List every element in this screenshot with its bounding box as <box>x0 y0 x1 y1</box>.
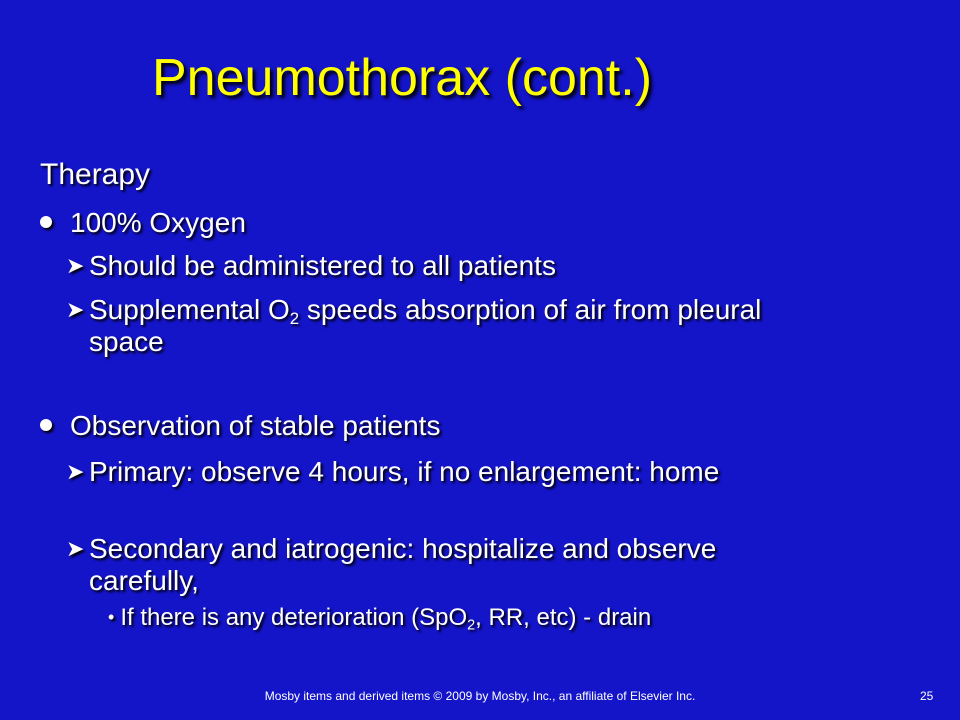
sub-bullet-item <box>66 533 809 597</box>
copyright-footer: Mosby items and derived items © 2009 by Mosby, Inc., an affiliate of Elsevier Inc. <box>264 689 696 703</box>
subscript: 2 <box>289 309 300 329</box>
sub-bullet-item <box>66 456 779 488</box>
page-number: 25 <box>920 689 934 703</box>
sub-bullet-text <box>89 294 809 358</box>
sub-bullet-text: Secondary and iatrogenic: hospitalize and observe carefully, <box>89 533 717 596</box>
bullet-item <box>40 410 440 442</box>
sub-bullet-item <box>66 250 809 282</box>
arrow-bullet-icon: ➤ <box>66 536 85 561</box>
bullet-dot-icon <box>40 419 52 431</box>
sub-bullet-text: Should be administered to all patients <box>89 250 556 281</box>
subscript: 2 <box>467 617 476 634</box>
text-part: If there is any deterioration (SpO <box>120 604 468 631</box>
text-part: speeds absorption of air from pleural space <box>89 294 762 357</box>
sub-bullet-text: Primary: observe 4 hours, if no enlargement: home <box>89 456 720 487</box>
text-part: Supplemental O <box>89 294 290 325</box>
text-part: , RR, etc) - drain <box>475 604 652 631</box>
slide-title: Pneumothorax (cont.) <box>152 49 653 107</box>
bullet-label: Observation of stable patients <box>70 410 441 441</box>
arrow-bullet-icon: ➤ <box>66 459 85 484</box>
bullet-label: 100% Oxygen <box>70 207 246 238</box>
bullet-dot-icon <box>40 216 52 228</box>
bullet-item <box>40 207 246 239</box>
sub-sub-bullet-item <box>108 603 651 634</box>
arrow-bullet-icon: ➤ <box>66 253 85 278</box>
section-heading: Therapy <box>40 158 151 191</box>
dot-bullet-icon: • <box>108 607 115 627</box>
arrow-bullet-icon: ➤ <box>66 297 85 322</box>
sub-bullet-item <box>66 294 809 358</box>
